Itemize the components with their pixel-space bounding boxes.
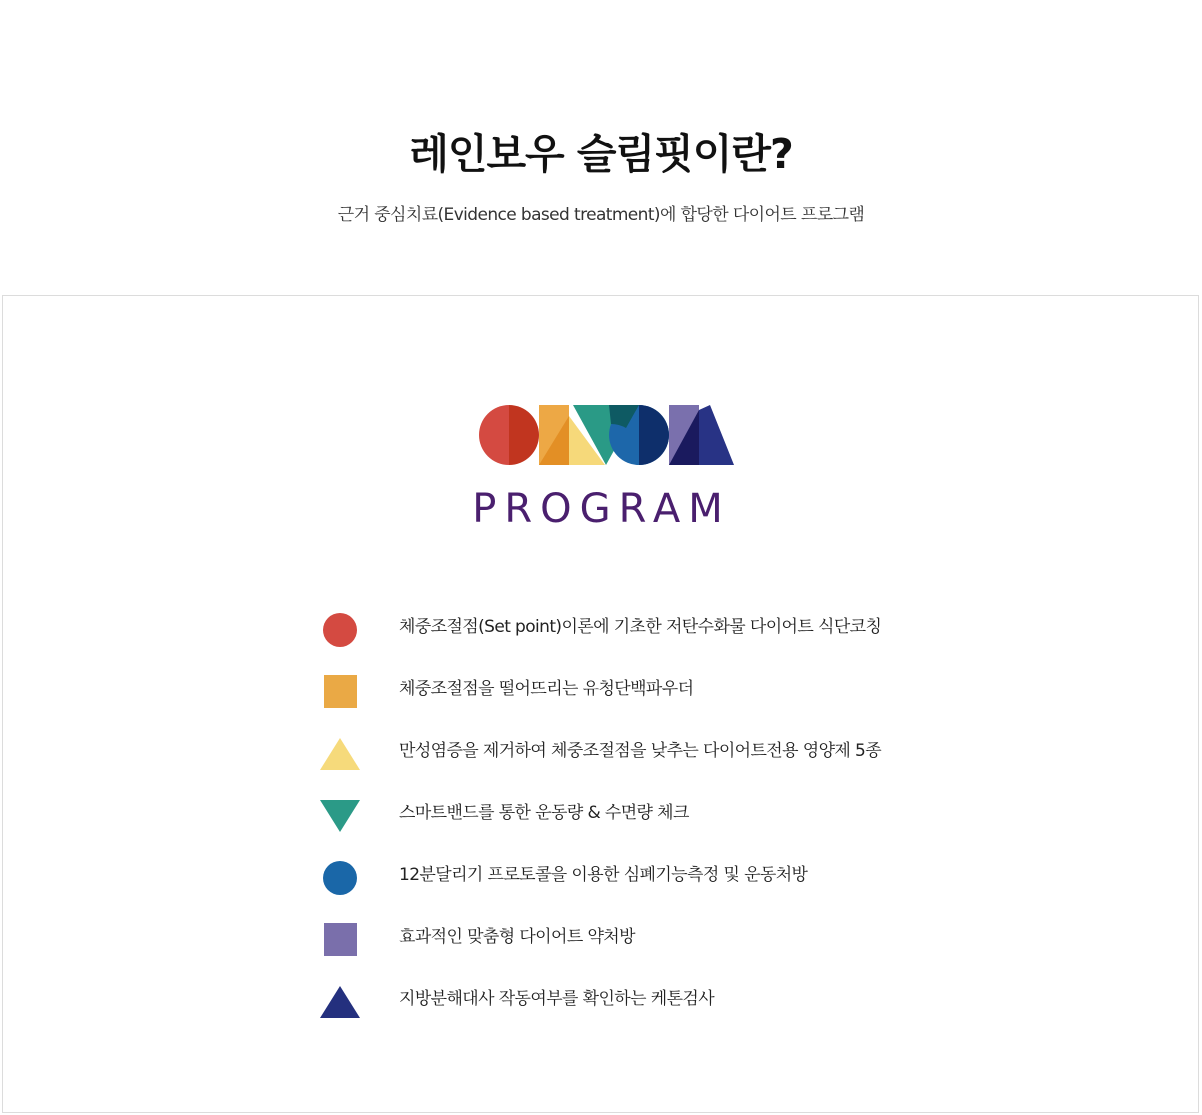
feature-text: 12분달리기 프로토콜을 이용한 심폐기능측정 및 운동처방 <box>399 865 808 885</box>
logo-navy-half <box>639 405 669 465</box>
feature-list <box>319 602 979 1036</box>
feature-text: 만성염증을 제거하여 체중조절점을 낮추는 다이어트전용 영양제 5종 <box>399 741 882 761</box>
header <box>0 0 1202 295</box>
logo-red-circle-right <box>509 405 539 465</box>
feature-text: 체중조절점을 떨어뜨리는 유청단백파우더 <box>399 679 694 699</box>
red-circle-icon <box>319 612 361 648</box>
feature-item <box>319 850 979 912</box>
blue-circle-icon <box>319 860 361 896</box>
feature-text: 지방분해대사 작동여부를 확인하는 케톤검사 <box>399 989 715 1009</box>
feature-item <box>319 912 979 974</box>
navy-triangle-icon <box>319 984 361 1020</box>
feature-text: 체중조절점(Set point)이론에 기초한 저탄수화물 다이어트 식단코칭 <box>399 617 882 637</box>
feature-text: 효과적인 맞춤형 다이어트 약처방 <box>399 927 635 947</box>
logo-indigo-triangle <box>699 405 734 465</box>
orange-square-icon <box>319 674 361 710</box>
yellow-triangle-icon <box>319 736 361 772</box>
purple-square-icon <box>319 922 361 958</box>
feature-item <box>319 788 979 850</box>
feature-item <box>319 664 979 726</box>
logo-word: PROGRAM <box>472 486 731 532</box>
feature-item <box>319 602 979 664</box>
feature-item <box>319 726 979 788</box>
teal-triangle-down-icon <box>319 798 361 834</box>
page-title: 레인보우 슬림핏이란? <box>409 130 793 178</box>
program-panel <box>2 295 1199 1113</box>
feature-text: 스마트밴드를 통한 운동량 & 수면량 체크 <box>399 803 689 823</box>
feature-item <box>319 974 979 1036</box>
page-subtitle: 근거 중심치료(Evidence based treatment)에 합당한 다이어트 프로그램 <box>337 205 865 225</box>
logo-red-circle-left <box>479 405 509 465</box>
rainbow-logo-icon <box>477 404 735 466</box>
